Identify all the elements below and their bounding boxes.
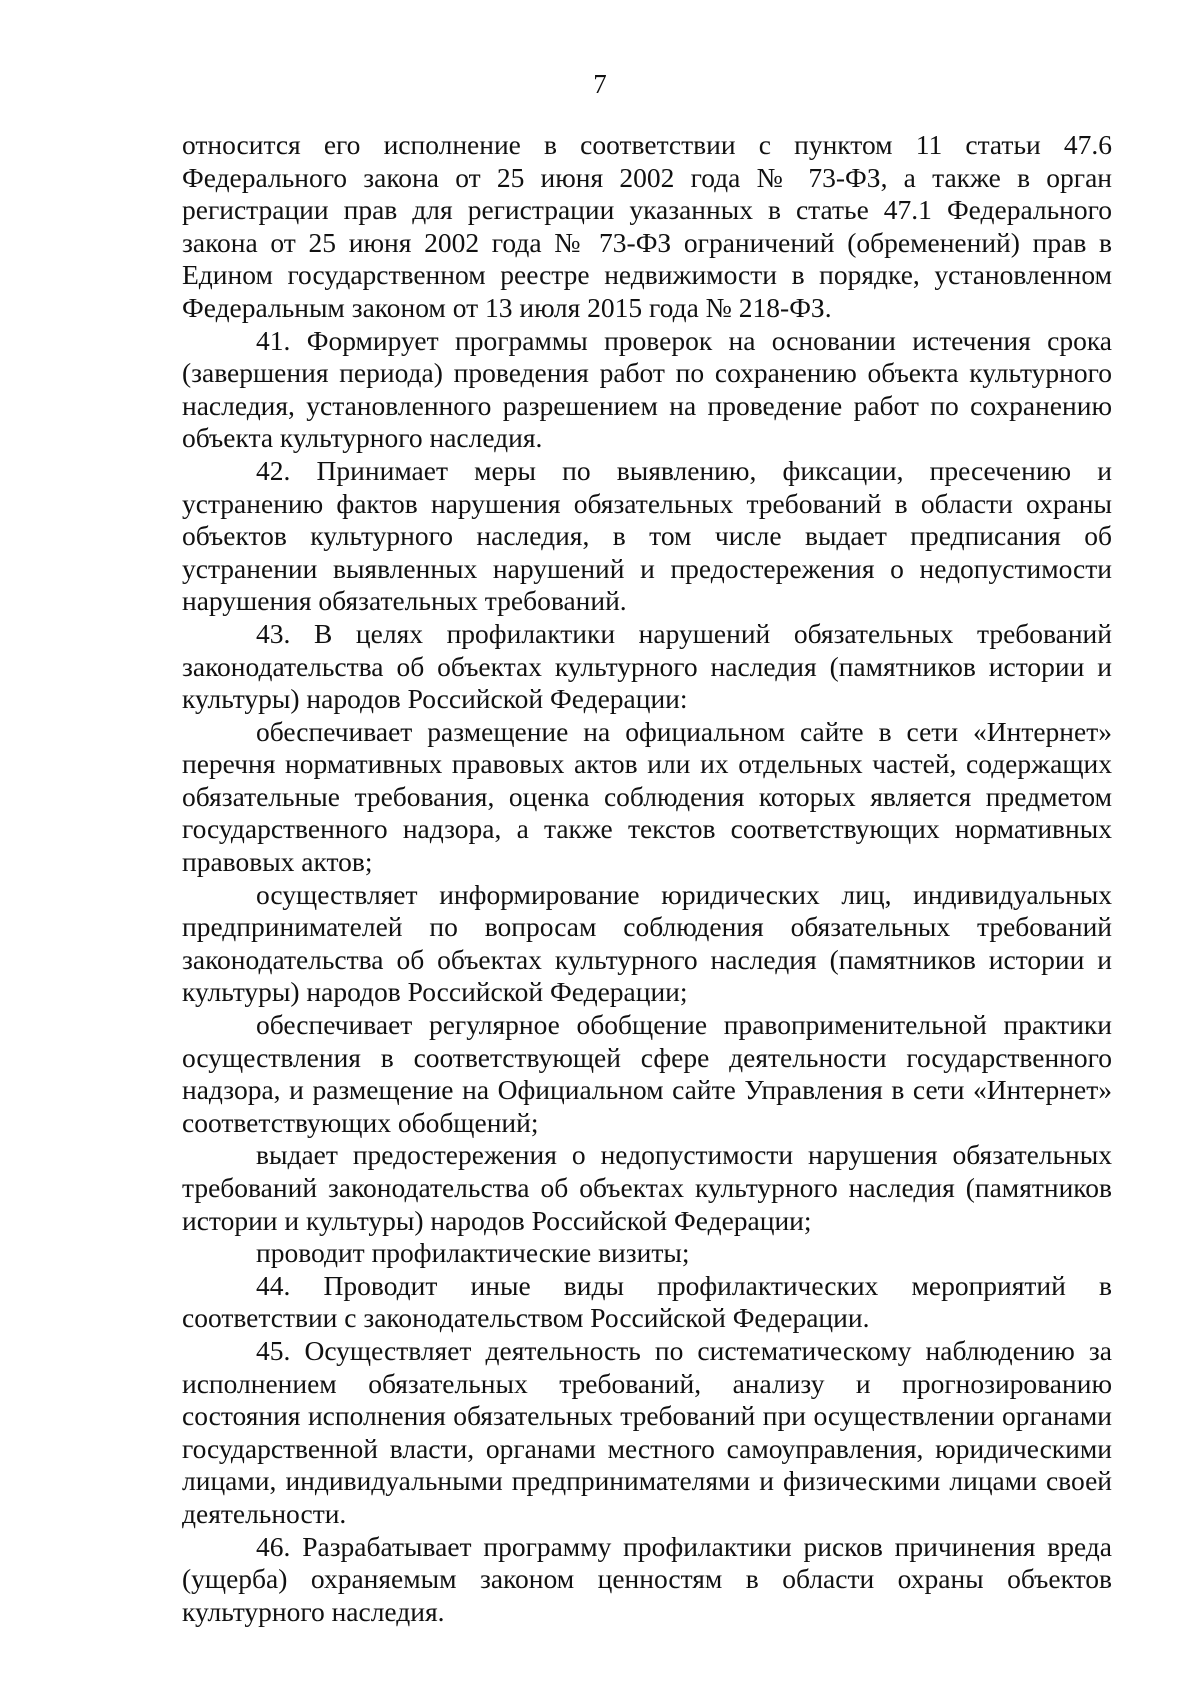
page-number: 7 (593, 69, 607, 99)
paragraph-43-item-informing: осуществляет информирование юридических лиц, индивидуальных предпринимателей по вопросам соблюдения обязательных требований законодательства об объектах культурного наследия (памятников истории и культуры) народов Российской Федерации; (182, 878, 1112, 1008)
paragraph-43: 43. В целях профилактики нарушений обязательных требований законодательства об объектах культурного наследия (памятников истории и культуры) народов Российской Федерации: (182, 617, 1112, 715)
paragraph-43-item-generalization: обеспечивает регулярное обобщение правоприменительной практики осуществления в соответствующей сфере деятельности государственного надзора, и размещение на Официальном сайте Управления в сети «Интернет» соответствующих обобщений; (182, 1009, 1112, 1138)
paragraph-46: 46. Разрабатывает программу профилактики рисков причинения вреда (ущерба) охраняемым законом ценностям в области охраны объектов культурного наследия. (182, 1530, 1112, 1627)
paragraph-43-item-warnings: выдает предостережения о недопустимости нарушения обязательных требований законодательства об объектах культурного наследия (памятников истории и культуры) народов Российской Федерации; (182, 1139, 1112, 1236)
paragraph-42: 42. Принимает меры по выявлению, фиксации, пресечению и устранению фактов нарушения обязательных требований в области охраны объектов культурного наследия, в том числе выдает предписания об устранении выявленных нарушений и предостережения о недопустимости нарушения обязательных требований. (182, 454, 1112, 617)
paragraph-43-item-website: обеспечивает размещение на официальном сайте в сети «Интернет» перечня нормативных правовых актов или их отдельных частей, содержащих обязательные требования, оценка соблюдения которых является предметом государственного надзора, а также текстов соответствующих нормативных правовых актов; (182, 715, 1112, 878)
paragraph-43-item-visits: проводит профилактические визиты; (256, 1237, 690, 1269)
document-body (182, 129, 1112, 1628)
paragraph-45: 45. Осуществляет деятельность по систематическому наблюдению за исполнением обязательных требований, анализу и прогнозированию состояния исполнения обязательных требований при осуществлении органами государственной власти, органами местного самоуправления, юридическими лицами, индивидуальными предпринимателями и физическими лицами своей деятельности. (182, 1334, 1112, 1529)
paragraph-continuation: относится его исполнение в соответствии с пунктом 11 статьи 47.6 Федерального закона от 25 июня 2002 года № 73-ФЗ, а также в орган регистрации прав для регистрации указанных в статье 47.1 Федерального закона от 25 июня 2002 года № 73-ФЗ ограничений (обременений) прав в Едином государственном реестре недвижимости в порядке, установленном Федеральным законом от 13 июля 2015 года № 218-ФЗ. (182, 129, 1112, 323)
paragraph-41: 41. Формирует программы проверок на основании истечения срока (завершения периода) проведения работ по сохранению объекта культурного наследия, установленного разрешением на проведение работ по сохранению объекта культурного наследия. (182, 324, 1112, 454)
paragraph-44: 44. Проводит иные виды профилактических мероприятий в соответствии с законодательством Российской Федерации. (182, 1269, 1112, 1334)
